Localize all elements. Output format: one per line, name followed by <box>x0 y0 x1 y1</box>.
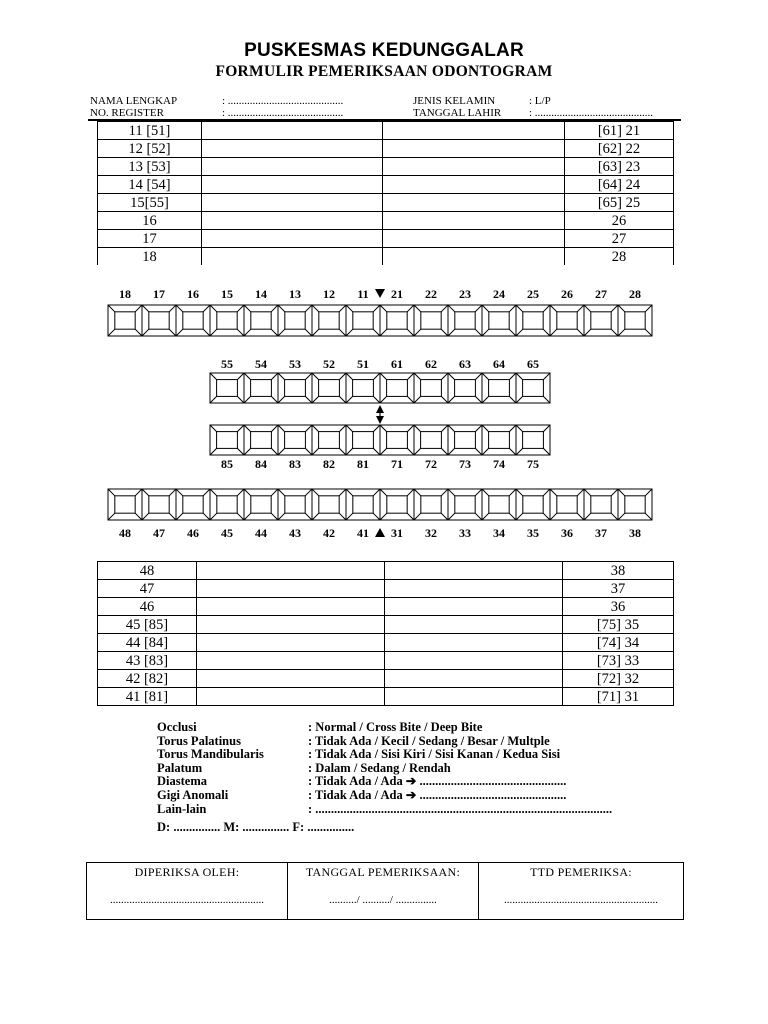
upper-notes-right[interactable] <box>383 230 565 248</box>
tooth-number-74: 74 <box>493 457 505 471</box>
dmf-field[interactable]: D: ............... M: ............... F: ............... <box>157 820 355 834</box>
tooth-number-75: 75 <box>527 457 539 471</box>
clinic-title: PUSKESMAS KEDUNGGALAR <box>244 40 524 61</box>
lower-tooth-right: [74] 34 <box>563 634 674 652</box>
gender-field[interactable]: : L/P <box>529 95 551 107</box>
upper-notes-right[interactable] <box>383 140 565 158</box>
tooth-number-73: 73 <box>459 457 471 471</box>
tooth-22[interactable] <box>414 305 448 336</box>
tooth-64[interactable] <box>482 373 516 403</box>
form-title: FORMULIR PEMERIKSAAN ODONTOGRAM <box>215 63 553 80</box>
upper-tooth-left: 18 <box>98 248 202 266</box>
tooth-number-54: 54 <box>255 357 267 371</box>
finding-options[interactable]: : Normal / Cross Bite / Deep Bite <box>308 720 483 734</box>
table-row <box>98 688 674 706</box>
upper-notes-left[interactable] <box>202 140 383 158</box>
finding-label: Occlusi <box>157 720 197 734</box>
tooth-number-36: 36 <box>561 526 573 540</box>
upper-tooth-right: [61] 21 <box>565 122 674 140</box>
tooth-53[interactable] <box>278 373 312 403</box>
tooth-number-83: 83 <box>289 457 301 471</box>
upper-tooth-left: 17 <box>98 230 202 248</box>
finding-label: Diastema <box>157 774 207 789</box>
lower-tooth-left: 41 [81] <box>98 688 197 706</box>
finding-label: Palatum <box>157 760 203 775</box>
tooth-16[interactable] <box>176 305 210 336</box>
tooth-number-82: 82 <box>323 457 335 471</box>
table-row <box>98 580 674 598</box>
exam-date-field[interactable]: ........../ ........../ ............... <box>329 894 437 906</box>
finding-options[interactable]: : Tidak Ada / Ada ➔ ............................................... <box>308 774 567 789</box>
tooth-13[interactable] <box>278 305 312 336</box>
table-row <box>98 616 674 634</box>
finding-label: Torus Mandibularis <box>157 747 264 762</box>
lower-notes-right[interactable] <box>385 616 563 634</box>
tooth-number-14: 14 <box>255 287 267 301</box>
lower-tooth-right: 38 <box>563 562 674 580</box>
tooth-number-45: 45 <box>221 526 233 540</box>
tooth-number-81: 81 <box>357 457 369 471</box>
tooth-28[interactable] <box>618 305 652 336</box>
upper-notes-right[interactable] <box>383 176 565 194</box>
finding-options[interactable]: : Tidak Ada / Ada ➔ ............................................... <box>308 788 567 802</box>
tooth-number-53: 53 <box>289 357 301 371</box>
upper-tooth-right: 27 <box>565 230 674 248</box>
table-row <box>98 194 674 212</box>
tooth-45[interactable] <box>210 489 244 520</box>
table-row <box>98 212 674 230</box>
arrow-down-icon <box>375 289 385 298</box>
table-row <box>98 140 674 158</box>
table-row <box>98 670 674 688</box>
lower-tooth-left: 42 [82] <box>98 670 197 688</box>
tooth-62[interactable] <box>414 373 448 403</box>
tooth-31[interactable] <box>380 489 414 520</box>
tooth-54[interactable] <box>244 373 278 403</box>
table-row <box>98 652 674 670</box>
tooth-number-22: 22 <box>425 287 437 301</box>
tooth-25[interactable] <box>516 305 550 336</box>
finding-label: Gigi Anomali <box>157 788 229 802</box>
register-label: NO. REGISTER <box>90 107 164 119</box>
upper-notes-left[interactable] <box>202 194 383 212</box>
upper-notes-left[interactable] <box>202 176 383 194</box>
tooth-74[interactable] <box>482 425 516 455</box>
tooth-number-15: 15 <box>221 287 233 301</box>
tooth-number-44: 44 <box>255 526 267 540</box>
upper-tooth-left: 13 [53] <box>98 158 202 176</box>
tooth-number-26: 26 <box>561 287 573 301</box>
upper-notes-left[interactable] <box>202 158 383 176</box>
table-row <box>98 122 674 140</box>
tooth-81[interactable] <box>346 425 380 455</box>
finding-options[interactable]: : ............................................................................................... <box>308 801 613 816</box>
tooth-number-17: 17 <box>153 287 165 301</box>
upper-teeth-table <box>97 121 674 265</box>
tooth-number-84: 84 <box>255 457 267 471</box>
tooth-55[interactable] <box>210 373 244 403</box>
tooth-37[interactable] <box>584 489 618 520</box>
upper-tooth-left: 14 [54] <box>98 176 202 194</box>
tooth-75[interactable] <box>516 425 550 455</box>
lower-tooth-right: [72] 32 <box>563 670 674 688</box>
upper-tooth-right: [62] 22 <box>565 140 674 158</box>
lower-tooth-right: 37 <box>563 580 674 598</box>
tooth-number-37: 37 <box>595 526 607 540</box>
lower-notes-right[interactable] <box>385 598 563 616</box>
tooth-number-41: 41 <box>357 526 369 540</box>
lower-tooth-right: [75] 35 <box>563 616 674 634</box>
table-row <box>98 176 674 194</box>
tooth-number-38: 38 <box>629 526 641 540</box>
tooth-84[interactable] <box>244 425 278 455</box>
table-row <box>98 562 674 580</box>
tooth-83[interactable] <box>278 425 312 455</box>
finding-options[interactable]: : Tidak Ada / Sisi Kiri / Sisi Kanan / Kedua Sisi <box>308 747 561 762</box>
upper-notes-right[interactable] <box>383 158 565 176</box>
tooth-number-47: 47 <box>153 526 165 540</box>
upper-tooth-right: [63] 23 <box>565 158 674 176</box>
upper-tooth-left: 15[55] <box>98 194 202 212</box>
tooth-61[interactable] <box>380 373 414 403</box>
upper-tooth-left: 11 [51] <box>98 122 202 140</box>
lower-tooth-left: 44 [84] <box>98 634 197 652</box>
lower-notes-right[interactable] <box>385 580 563 598</box>
lower-notes-left[interactable] <box>197 634 385 652</box>
exam-date-cell[interactable] <box>288 863 479 920</box>
tooth-number-23: 23 <box>459 287 471 301</box>
tooth-72[interactable] <box>414 425 448 455</box>
examined-by-cell[interactable] <box>87 863 288 920</box>
tooth-47[interactable] <box>142 489 176 520</box>
lower-tooth-left: 43 [83] <box>98 652 197 670</box>
tooth-85[interactable] <box>210 425 244 455</box>
tooth-35[interactable] <box>516 489 550 520</box>
tooth-24[interactable] <box>482 305 516 336</box>
lower-tooth-left: 47 <box>98 580 197 598</box>
lower-notes-right[interactable] <box>385 688 563 706</box>
tooth-46[interactable] <box>176 489 210 520</box>
tooth-number-12: 12 <box>323 287 335 301</box>
lower-notes-left[interactable] <box>197 670 385 688</box>
tooth-42[interactable] <box>312 489 346 520</box>
tooth-71[interactable] <box>380 425 414 455</box>
tooth-number-33: 33 <box>459 526 471 540</box>
gender-label: JENIS KELAMIN <box>413 95 496 107</box>
tooth-number-55: 55 <box>221 357 233 371</box>
signature-field[interactable]: ........................................................ <box>504 894 658 906</box>
finding-options[interactable]: : Dalam / Sedang / Rendah <box>308 760 451 775</box>
tooth-number-32: 32 <box>425 526 437 540</box>
finding-label: Lain-lain <box>157 801 207 816</box>
tooth-15[interactable] <box>210 305 244 336</box>
upper-notes-right[interactable] <box>383 248 565 266</box>
lower-teeth-table <box>97 561 674 706</box>
birthdate-label: TANGGAL LAHIR <box>413 107 502 119</box>
lower-tooth-right: 36 <box>563 598 674 616</box>
upper-tooth-right: [65] 25 <box>565 194 674 212</box>
tooth-number-42: 42 <box>323 526 335 540</box>
tooth-26[interactable] <box>550 305 584 336</box>
tooth-number-46: 46 <box>187 526 199 540</box>
lower-notes-left[interactable] <box>197 598 385 616</box>
upper-tooth-right: [64] 24 <box>565 176 674 194</box>
tooth-number-65: 65 <box>527 357 539 371</box>
tooth-number-16: 16 <box>187 287 199 301</box>
tooth-number-61: 61 <box>391 357 403 371</box>
tooth-63[interactable] <box>448 373 482 403</box>
table-row <box>98 158 674 176</box>
upper-tooth-right: 28 <box>565 248 674 266</box>
tooth-11[interactable] <box>346 305 380 336</box>
tooth-52[interactable] <box>312 373 346 403</box>
tooth-51[interactable] <box>346 373 380 403</box>
lower-tooth-right: [71] 31 <box>563 688 674 706</box>
tooth-44[interactable] <box>244 489 278 520</box>
lower-tooth-left: 46 <box>98 598 197 616</box>
tooth-number-13: 13 <box>289 287 301 301</box>
tooth-number-72: 72 <box>425 457 437 471</box>
lower-notes-left[interactable] <box>197 580 385 598</box>
tooth-23[interactable] <box>448 305 482 336</box>
tooth-number-25: 25 <box>527 287 539 301</box>
tooth-82[interactable] <box>312 425 346 455</box>
examined-by-label: DIPERIKSA OLEH: <box>134 865 240 879</box>
lower-tooth-left: 45 [85] <box>98 616 197 634</box>
upper-notes-left[interactable] <box>202 230 383 248</box>
finding-options[interactable]: : Tidak Ada / Kecil / Sedang / Besar / Multple <box>308 733 550 748</box>
tooth-33[interactable] <box>448 489 482 520</box>
updown-arrow-icon <box>376 405 384 424</box>
upper-notes-left[interactable] <box>202 248 383 266</box>
tooth-number-52: 52 <box>323 357 335 371</box>
upper-tooth-right: 26 <box>565 212 674 230</box>
tooth-36[interactable] <box>550 489 584 520</box>
tooth-number-71: 71 <box>391 457 403 471</box>
tooth-21[interactable] <box>380 305 414 336</box>
tooth-34[interactable] <box>482 489 516 520</box>
lower-tooth-right: [73] 33 <box>563 652 674 670</box>
name-label: NAMA LENGKAP <box>90 95 178 107</box>
name-field[interactable]: : .......................................... <box>222 95 344 107</box>
tooth-number-43: 43 <box>289 526 301 540</box>
tooth-number-34: 34 <box>493 526 505 540</box>
birthdate-field[interactable]: : ........................................... <box>529 107 654 119</box>
tooth-number-51: 51 <box>357 357 369 371</box>
signature-cell[interactable] <box>479 863 684 920</box>
tooth-48[interactable] <box>108 489 142 520</box>
table-row <box>98 598 674 616</box>
lower-notes-right[interactable] <box>385 670 563 688</box>
table-row <box>98 230 674 248</box>
lower-notes-right[interactable] <box>385 652 563 670</box>
upper-notes-right[interactable] <box>383 212 565 230</box>
tooth-32[interactable] <box>414 489 448 520</box>
upper-tooth-left: 12 [52] <box>98 140 202 158</box>
tooth-number-28: 28 <box>629 287 641 301</box>
upper-notes-right[interactable] <box>383 194 565 212</box>
lower-notes-left[interactable] <box>197 652 385 670</box>
lower-notes-right[interactable] <box>385 634 563 652</box>
examined-by-field[interactable]: ........................................................ <box>110 894 264 906</box>
arrow-up-icon <box>375 528 385 537</box>
lower-notes-left[interactable] <box>197 616 385 634</box>
tooth-number-62: 62 <box>425 357 437 371</box>
tooth-43[interactable] <box>278 489 312 520</box>
tooth-number-31: 31 <box>391 526 403 540</box>
upper-notes-left[interactable] <box>202 212 383 230</box>
lower-notes-right[interactable] <box>385 562 563 580</box>
tooth-18[interactable] <box>108 305 142 336</box>
tooth-27[interactable] <box>584 305 618 336</box>
table-row <box>98 248 674 266</box>
tooth-65[interactable] <box>516 373 550 403</box>
odontogram-chart <box>0 280 768 545</box>
upper-notes-left[interactable] <box>202 122 383 140</box>
table-row <box>98 634 674 652</box>
tooth-73[interactable] <box>448 425 482 455</box>
upper-tooth-left: 16 <box>98 212 202 230</box>
tooth-14[interactable] <box>244 305 278 336</box>
exam-date-label: TANGGAL PEMERIKSAAN: <box>305 865 461 879</box>
tooth-17[interactable] <box>142 305 176 336</box>
finding-label: Torus Palatinus <box>157 733 241 748</box>
tooth-number-21: 21 <box>391 287 403 301</box>
tooth-number-64: 64 <box>493 357 505 371</box>
tooth-12[interactable] <box>312 305 346 336</box>
upper-notes-right[interactable] <box>383 122 565 140</box>
signature-label: TTD PEMERIKSA: <box>530 865 632 879</box>
tooth-number-24: 24 <box>493 287 505 301</box>
tooth-41[interactable] <box>346 489 380 520</box>
tooth-number-27: 27 <box>595 287 607 301</box>
tooth-number-63: 63 <box>459 357 471 371</box>
lower-notes-left[interactable] <box>197 562 385 580</box>
register-field[interactable]: : .......................................... <box>222 107 344 119</box>
lower-notes-left[interactable] <box>197 688 385 706</box>
tooth-number-35: 35 <box>527 526 539 540</box>
tooth-number-85: 85 <box>221 457 233 471</box>
examination-footer <box>86 862 684 920</box>
tooth-number-18: 18 <box>119 287 131 301</box>
lower-tooth-left: 48 <box>98 562 197 580</box>
tooth-number-48: 48 <box>119 526 131 540</box>
tooth-38[interactable] <box>618 489 652 520</box>
tooth-number-11: 11 <box>357 287 369 301</box>
